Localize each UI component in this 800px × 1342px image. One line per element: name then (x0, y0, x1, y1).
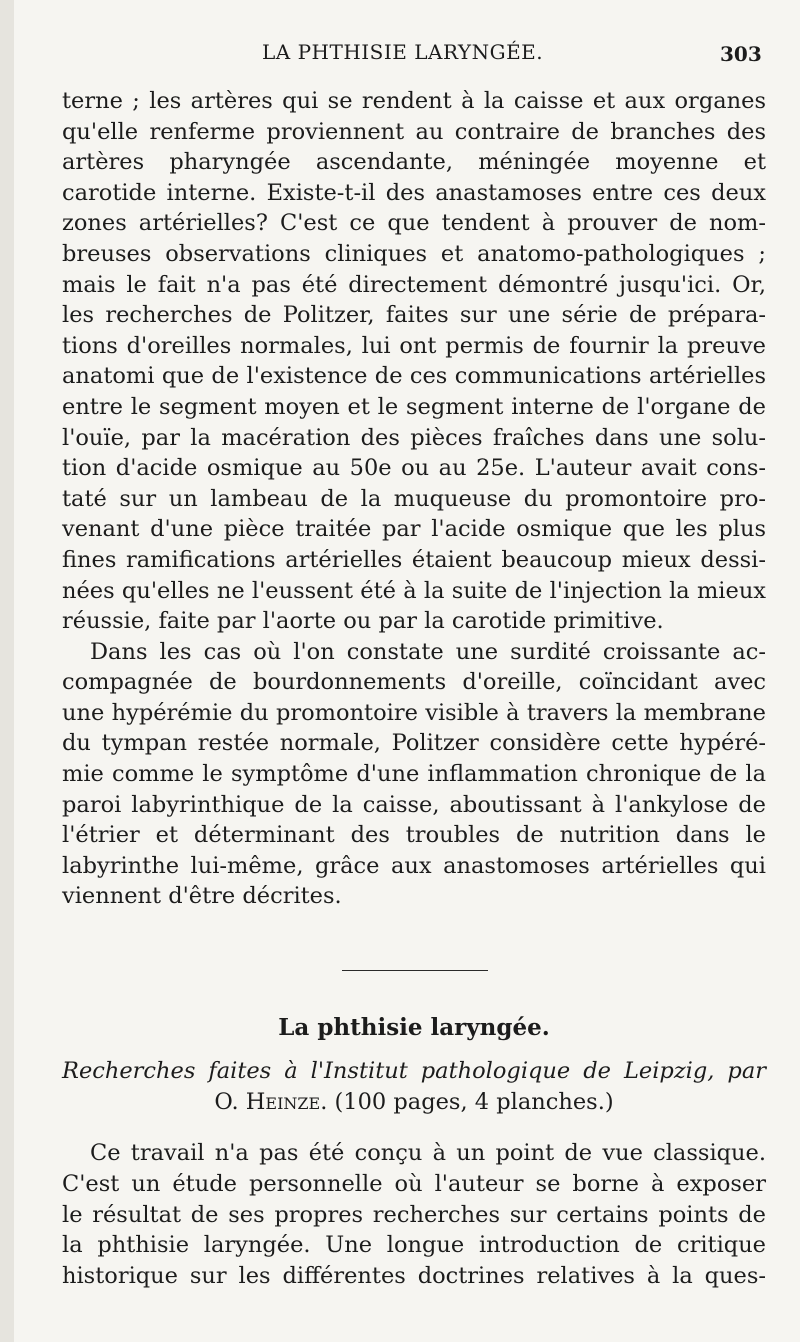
text-line: fines ramifications artérielles étaient beaucoup mieux dessi- (62, 546, 766, 573)
text-line: l'étrier et déterminant des troubles de nutrition dans le (62, 822, 766, 849)
citation-author-line (62, 1087, 766, 1118)
text-line: compagnée de bourdonnements d'oreille, coïncidant avec (62, 669, 766, 696)
text-line: tions d'oreilles normales, lui ont permis de fournir la preuve (62, 332, 766, 359)
text-line: Ce travail n'a pas été conçu à un point de vue classique. (90, 1140, 766, 1166)
running-head (14, 40, 800, 70)
text-line: réussie, faite par l'aorte ou par la carotide primitive. (62, 608, 664, 635)
text-line: terne ; les artères qui se rendent à la caisse et aux organes (62, 88, 766, 114)
page-number: 303 (720, 42, 762, 66)
text-line: taté sur un lambeau de la muqueuse du promontoire pro- (62, 485, 766, 512)
text-line: artères pharyngée ascendante, méningée moyenne et (62, 149, 766, 176)
citation-author: O. Heinze. (214, 1089, 328, 1115)
section-divider (342, 970, 488, 971)
text-line: mie comme le symptôme d'une inflammation chronique de la (62, 761, 766, 788)
text-line: venant d'une pièce traitée par l'acide osmique que les plus (62, 516, 766, 543)
text-line: carotide interne. Existe-t-il des anastamoses entre ces deux (62, 179, 766, 206)
paragraph-2 (62, 637, 766, 912)
text-line: viennent d'être décrites. (62, 883, 342, 910)
citation-details: (100 pages, 4 planches.) (334, 1089, 614, 1115)
text-line: mais le fait n'a pas été directement démontré jusqu'ici. Or, (62, 271, 766, 298)
running-title: LA PHTHISIE LARYNGÉE. (262, 40, 544, 64)
text-line: la phthisie laryngée. Une longue introduction de critique (62, 1232, 766, 1259)
text-line: anatomi que de l'existence de ces communications artérielles (62, 363, 766, 390)
text-line: historique sur les différentes doctrines relatives à la ques- (62, 1263, 766, 1290)
text-line: paroi labyrinthique de la caisse, aboutissant à l'ankylose de (62, 791, 766, 818)
main-text (62, 86, 766, 912)
text-line: zones artérielles? C'est ce que tendent à prouver de nom- (62, 210, 766, 237)
text-line: entre le segment moyen et le segment interne de l'organe de (62, 393, 766, 420)
review-text (62, 1138, 766, 1292)
citation-line: Recherches faites à l'Institut pathologique de Leipzig, par (62, 1058, 766, 1084)
text-line: tion d'acide osmique au 50e ou au 25e. L'auteur avait cons- (62, 455, 766, 482)
text-line: C'est un étude personnelle où l'auteur se borne à exposer (62, 1170, 766, 1197)
text-line: Dans les cas où l'on constate une surdité croissante ac- (90, 638, 766, 665)
text-line: nées qu'elles ne l'eussent été à la suite de l'injection la mieux (62, 577, 766, 604)
paragraph-1 (62, 86, 766, 637)
text-line: labyrinthe lui-même, grâce aux anastomoses artérielles qui (62, 852, 766, 879)
text-line: qu'elle renferme proviennent au contraire de branches des (62, 118, 766, 145)
text-line: les recherches de Politzer, faites sur une série de prépara- (62, 302, 766, 329)
text-line: le résultat de ses propres recherches sur certains points de (62, 1201, 766, 1228)
text-line: une hypérémie du promontoire visible à travers la membrane (62, 699, 766, 726)
text-line: du tympan restée normale, Politzer considère cette hypéré- (62, 730, 766, 757)
section-title: La phthisie laryngée. (278, 1014, 550, 1041)
citation (62, 1056, 766, 1118)
text-line: l'ouïe, par la macération des pièces fraîches dans une solu- (62, 424, 766, 451)
text-line: breuses observations cliniques et anatomo-pathologiques ; (62, 240, 766, 267)
